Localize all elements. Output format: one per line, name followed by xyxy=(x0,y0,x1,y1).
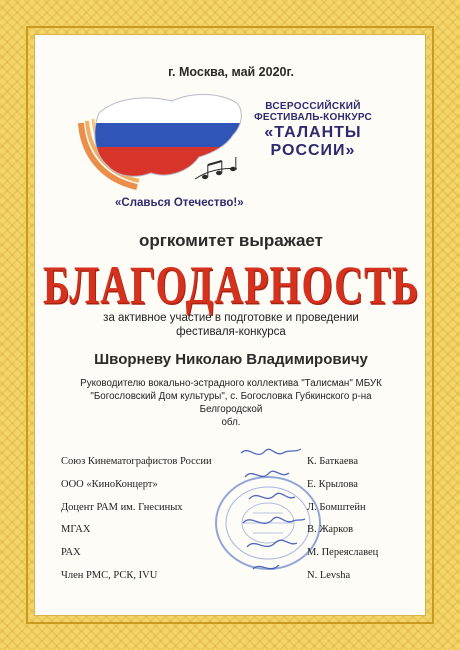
certificate-title: БЛАГОДАРНОСТЬ xyxy=(42,254,420,316)
role-line-1: Руководителю вокально-эстрадного коллектива "Талисман" МБУК xyxy=(80,378,382,389)
signatory-org: МГАХ xyxy=(61,524,91,536)
certificate-body xyxy=(34,34,426,616)
signatories-names xyxy=(307,455,417,592)
signatory-name: Л. Бомштейн xyxy=(307,501,366,513)
signatory-name: Е. Крылова xyxy=(307,478,358,490)
role-line-2: "Богословский Дом культуры", с. Богословка Губкинского р-на Белгородской xyxy=(90,391,372,415)
reason-line-1: за активное участие в подготовке и проведении xyxy=(103,312,359,324)
signatory-name: В. Жарков xyxy=(307,524,354,536)
russia-flag-map-logo xyxy=(77,83,247,193)
recipient-role xyxy=(61,377,401,429)
signatory-name: N. Levsha xyxy=(307,569,351,581)
signatory-org: РАХ xyxy=(61,547,81,559)
signatory-org: ООО «КиноКонцерт» xyxy=(61,478,158,490)
reason-text xyxy=(75,311,387,339)
festival-line-3: «ТАЛАНТЫ xyxy=(264,124,362,141)
date-line: г. Москва, май 2020г. xyxy=(168,65,294,79)
signatories-organizations xyxy=(61,455,261,592)
recipient-name: Шворневу Николаю Владимировичу xyxy=(94,351,368,368)
signatory-name: М. Переяславец xyxy=(307,547,379,559)
signatory-org: Член РМС, РСК, IVU xyxy=(61,569,158,581)
signatory-org: Союз Кинематографистов России xyxy=(61,456,212,467)
role-line-3: обл. xyxy=(221,417,241,428)
festival-line-2: ФЕСТИВАЛЬ-КОНКУРС xyxy=(254,112,372,123)
festival-name xyxy=(233,101,393,160)
signatory-org: Доцент РАМ им. Гнесиных xyxy=(61,501,183,513)
org-committee-line: оргкомитет выражает xyxy=(138,231,323,250)
festival-motto: «Славься Отечество!» xyxy=(115,197,244,209)
music-notes-icon xyxy=(195,157,237,179)
festival-line-1: ВСЕРОССИЙСКИЙ xyxy=(265,101,361,112)
signatory-name: К. Баткаева xyxy=(307,456,359,467)
festival-line-4: РОССИИ» xyxy=(270,142,356,159)
reason-line-2: фестиваля-конкурса xyxy=(176,326,286,338)
